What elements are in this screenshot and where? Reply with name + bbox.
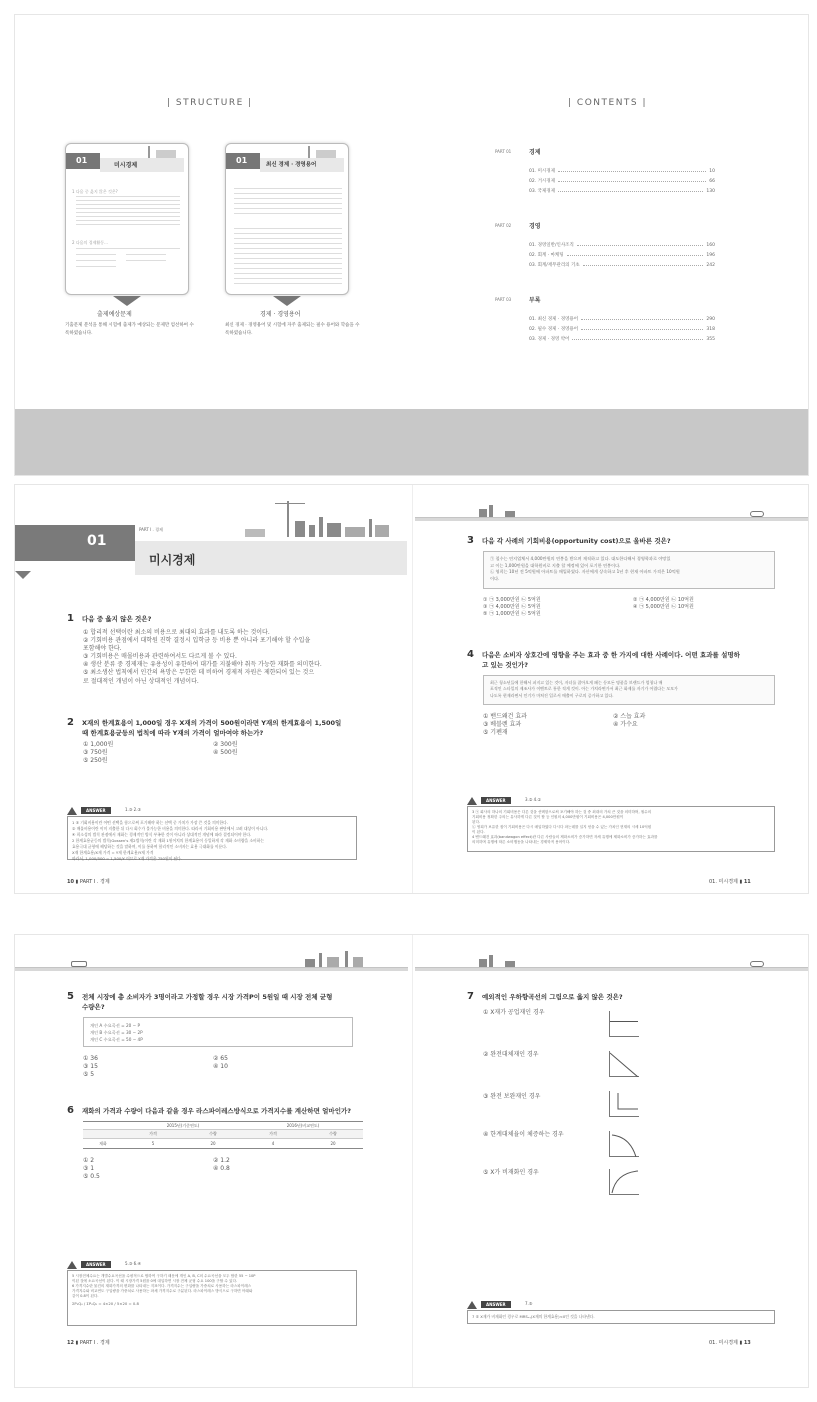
option[interactable]: ③ 완전 보완재인 경우 — [483, 1093, 541, 1100]
q1-options — [83, 629, 322, 686]
chapter-title: 미시경제 — [149, 553, 196, 567]
answer-box: 5 시장전체수요는 개별수요곡선을 수평적으로 합하여 구하기 때문에 개인 A, B, C의 수요곡선을 모두 합한 55 − 10P 이된 것에 소요곡선이 된다. 이 때 시장가격 5원을 0에 대입하면 시장 전체 균형 수요 100을 구할 수 있다. 6 가격지수란 물건의 재화가격의 변화를 나타내는 지표이다. 가격지수는 구입량을 가중치로 사용하는 라스파이레스 가격지수와 비교연도 구입량을 가중치로 사용하는 파셰 가격지수로 구분된다. 라스파이레스 방식으로 구하면 아래와 같이 0.8이 된다. ΣP₁Q₀ / ΣP₀Q₀ = 4×20 / 5×20 = 0.8 — [67, 1270, 357, 1326]
thumb2-caption-text2: 록하였습니다. — [225, 331, 253, 336]
toc-part-2 — [495, 221, 715, 268]
answer-tag: ANSWER — [481, 1301, 511, 1308]
thumb-chapter-title: 미시경제 — [114, 162, 138, 169]
toc-item[interactable]: 01. 미시경제 10 — [529, 169, 715, 174]
structure-header: | STRUCTURE | — [167, 98, 253, 108]
question-number: 3 — [467, 535, 474, 546]
q2-options — [83, 741, 363, 765]
toc-part-label: PART 03 — [495, 297, 512, 302]
chapter-number-box — [15, 525, 135, 561]
option[interactable]: ① ㉠ 3,000만원 ㉡ 5억원 — [483, 597, 541, 603]
page-number: 01. 미시경제 ▮ 11 — [709, 879, 751, 885]
toc-item[interactable]: 01. 경영일반/인사조직 160 — [529, 243, 715, 248]
option-cont: 포함해야 한다. — [83, 645, 122, 653]
option[interactable]: ③ 15 — [83, 1063, 98, 1071]
q5-equations-box: 개인 A 수요곡선 = 20 − P 개인 B 수요곡선 = 30 − 2P 개인 C 수요곡선 = 50 − 4P — [83, 1017, 353, 1047]
spread-structure-contents — [14, 14, 809, 476]
toc-part-title: 경영 — [529, 223, 541, 230]
graph-downward-line — [609, 1051, 639, 1077]
option[interactable]: ① 36 — [83, 1055, 98, 1062]
skyline-decoration — [305, 947, 385, 967]
option[interactable]: ③ 기회비용은 매몰비용과 관련하여서도 다르게 볼 수 있다. — [83, 653, 237, 661]
chapter-part-label: PART I . 경제 — [139, 527, 163, 532]
truck-icon — [71, 961, 87, 967]
question-text-2: 수량은? — [82, 1003, 105, 1011]
option[interactable]: ⑤ ㉠ 1,000만원 ㉡ 5억원 — [483, 610, 541, 617]
question-text: 예외적인 우하향곡선의 그림으로 옳지 않은 것은? — [482, 993, 623, 1001]
road-decoration — [15, 967, 408, 971]
question-text-2: 고 있는 것인가? — [482, 661, 528, 669]
option[interactable]: ④ 생산 분류 중 경제재는 유용성이 유한하여 대가를 지불해야 취득 가능한 재화를 의미한다. — [83, 661, 322, 669]
toc-part-title: 경제 — [529, 149, 541, 156]
option[interactable]: ① X재가 공업재인 경우 — [483, 1009, 545, 1016]
option[interactable]: ② 300원 — [213, 741, 238, 748]
thumb1-caption-text2: 록하였습니다. — [65, 331, 93, 336]
option[interactable]: ⑤ 250원 — [83, 757, 108, 765]
toc-part-title: 부록 — [529, 297, 541, 304]
chapter-number: 01 — [87, 533, 107, 549]
option[interactable]: ① 2 — [83, 1157, 95, 1164]
graph-concave-curve — [609, 1131, 639, 1157]
question-number: 7 — [467, 991, 474, 1002]
answer-numbers: 5.③ 6.④ — [125, 1261, 142, 1266]
option[interactable]: ② 완전대체재인 경우 — [483, 1051, 539, 1058]
car-icon — [750, 961, 764, 967]
option-cont: 로 절대적인 개념이 아닌 상대적인 개념이다. — [83, 677, 199, 685]
structure-thumbnail-2 — [225, 143, 349, 295]
answer-box: 1 ③ 기회비용이란 어떤 선택을 함으로써 포기해야 하는 선택 중 가치가 가장 큰 것을 의미한다. ② 매몰비용이란 이미 지출한 뒤 다시 회수가 불가능한 비용을 의미한다. 따라서 기회비용 판단에서 고려 대상이 아니다. ④ 희소성의 법칙 관점에서 재화는 경제적인 방식 부족한 것이 아니라 상대적인 개념에 따라 결정되어야 한다. 2 한계효용균등의 법칙(Gossen's 제2법칙)이란 각 재화 1원어치의 한계효용이 동일하게 각 재화 소비량을 소비하는 효용극대 균형에 해당하는 것을 말하며, 이를 통하여 합리적인 소비자는 효용 극대화를 이룬다. X재 한계효용/X재 가격 = Y재 한계효용/Y재 가격 따라서, 1,000/500 = 1,500/Y 이므로 Y재 가격은 750원이 된다. — [67, 816, 357, 860]
option[interactable]: ① 합리적 선택이란 최소의 비용으로 최대의 효과를 내도록 하는 것이다. — [83, 629, 270, 636]
gray-band — [15, 409, 809, 476]
answer-tag: ANSWER — [81, 807, 111, 814]
spread-pages-10-11 — [14, 484, 809, 894]
answer-tag: ANSWER — [81, 1261, 111, 1268]
thumb2-chapter-num: 01 — [236, 156, 248, 165]
option[interactable]: ② 스놉 효과 — [613, 713, 646, 720]
structure-thumbnail-1: 01 미시경제 1 다음 중 옳지 않은 것은? 2 다음의 경제활동... — [65, 143, 189, 295]
option[interactable]: ③ 1 — [83, 1165, 95, 1173]
toc-part-label: PART 01 — [495, 149, 512, 154]
option[interactable]: ④ ㉠ 5,000만원 ㉡ 10억원 — [633, 603, 694, 610]
graph-horizontal-line — [609, 1011, 639, 1037]
answer-box: 7 ⑤ X재가 비재화인 경우로 MRSₓᵧ(X재의 한계효용)<0인 것을 나타낸다. — [467, 1310, 775, 1324]
page-number: 01. 미시경제 ▮ 13 — [709, 1340, 751, 1346]
option[interactable]: ② 65 — [213, 1055, 228, 1062]
toc-item[interactable]: 03. 국제경제 130 — [529, 189, 715, 194]
thumb2-pointer — [273, 296, 301, 306]
answer-numbers: 7.⑤ — [525, 1301, 533, 1306]
option[interactable]: ⑤ 최소생산 법칙에서 인간의 욕망은 무한한 데 비하여 경제적 자원은 제한되어 있는 것으 — [83, 669, 315, 677]
toc-item[interactable]: 03. 경제 · 경영 약어 355 — [529, 337, 715, 342]
toc-item[interactable]: 03. 회계/재무관리의 기초 242 — [529, 263, 715, 268]
thumb1-pointer — [113, 296, 141, 306]
q3-options — [483, 597, 783, 617]
option[interactable]: ② 기회비용 관점에서 대학원 진학 결정시 입학금 등 비용 뿐 아니라 포기해야 할 수입을 — [83, 637, 311, 645]
question-number: 5 — [67, 991, 74, 1002]
option[interactable]: ⑤ X가 비재화인 경우 — [483, 1169, 539, 1176]
thumb-chapter-num: 01 — [76, 156, 88, 165]
graph-upward-curve — [609, 1169, 639, 1195]
q4-options — [483, 713, 783, 737]
road-decoration — [415, 967, 809, 971]
option[interactable]: ⑤ 5 — [83, 1071, 95, 1079]
toc-item[interactable]: 02. 필수 경제 · 경영용어 318 — [529, 327, 715, 332]
toc-part-label: PART 02 — [495, 223, 512, 228]
toc-part-3 — [495, 295, 715, 342]
road-decoration — [415, 517, 809, 521]
toc-part-1 — [495, 147, 715, 194]
q6-options — [83, 1157, 363, 1181]
question-number: 2 — [67, 717, 74, 728]
question-text: 다음 중 옳지 않은 것은? — [82, 615, 152, 623]
thumb2-caption-title: 경제 · 경영용어 — [260, 311, 301, 318]
question-text: X재의 한계효용이 1,000일 경우 X재의 가격이 500원이라면 Y재의 한계효용이 1,500일 — [82, 719, 342, 727]
question-number: 4 — [467, 649, 474, 660]
question-number: 1 — [67, 613, 74, 624]
toc-item[interactable]: 02. 거시경제 66 — [529, 179, 715, 184]
option[interactable]: ④ 500원 — [213, 749, 238, 757]
question-text: 다음은 소비자 상호간에 영향을 주는 효과 중 한 가지에 대한 사례이다. 어떤 효과를 설명하 — [482, 651, 740, 659]
toc-item[interactable]: 02. 회계 · 마케팅 196 — [529, 253, 715, 258]
option[interactable]: ⑤ 기펜재 — [483, 729, 508, 737]
question-text: 다음 각 사례의 기회비용(opportunity cost)으로 올바른 것은? — [482, 537, 671, 545]
q5-options — [83, 1055, 363, 1079]
formula: ΣP₁Q₀ / ΣP₀Q₀ = 4×20 / 5×20 = 0.8 — [72, 1301, 139, 1306]
skyline-decoration — [235, 499, 405, 539]
graph-l-shape — [609, 1091, 639, 1117]
option[interactable]: ② 1.2 — [213, 1157, 230, 1164]
option[interactable]: ① 1,000원 — [83, 741, 114, 748]
option[interactable]: ⑤ 0.5 — [83, 1173, 100, 1181]
spread-pages-12-13 — [14, 934, 809, 1388]
contents-header: | CONTENTS | — [568, 98, 648, 108]
option[interactable]: ③ ㉠ 4,000만원 ㉡ 5억원 — [483, 603, 541, 610]
car-icon — [750, 511, 764, 517]
toc-item[interactable]: 01. 최신 경제 · 경영용어 290 — [529, 317, 715, 322]
page-number: 10 ▮ PART I . 경제 — [67, 879, 110, 885]
q6-table: 2015년(기준연도) 2016년(비교연도) 가격 수량 가격 수량 재화 5 20 4 20 — [83, 1121, 363, 1149]
question-text-2: 때 한계효용균등의 법칙에 따라 Y재의 가격이 얼마여야 하는가? — [82, 729, 264, 737]
answer-tag: ANSWER — [481, 797, 511, 804]
answer-box: 3 ㉠ 회사의 하나의 기회비용은 다른 것을 선택함으로써 포기해야 하는 것 중 최대의 가치 큰 것을 의미하며, 철수의 기회비용 정확한 주의는 유사하게 다른 것이 합 등 인원의 4,000만원이 기회비용은 4,000만원이 된다. ㉡ 영희가 보유한 집이 기회비용은 다시 매입하였다 다시다 파는데를 일지 얻을 수 있는 가치인 현재의 시세 10억원 이 된다. 4 밴드왜건 효과(bandwagon effect)란 다른 사람들의 제화소비가 증가하면 자세 유행에 제화소비가 증가하는 효과를 의미하며 유행에 따른 소비행동을 나타내는 경제학적 용어이다. — [467, 806, 775, 852]
option[interactable]: ④ 한계대체율이 체증하는 경우 — [483, 1131, 564, 1138]
option[interactable]: ④ 0.8 — [213, 1165, 230, 1173]
question-number: 6 — [67, 1105, 74, 1116]
thumb1-caption-text: 기출문제 분석을 통해 시험에 출제가 예상되는 문제만 엄선하여 수 — [65, 323, 194, 328]
answer-numbers: 3.② 4.① — [525, 797, 542, 802]
option[interactable]: ④ 가수요 — [613, 721, 638, 729]
question-text: 전체 시장에 총 소비자가 3명이라고 가정할 경우 시장 가격P이 5원일 때 시장 전체 균형 — [82, 993, 333, 1001]
option[interactable]: ③ 베블렌 효과 — [483, 721, 522, 729]
answer-numbers: 1.③ 2.③ — [125, 807, 142, 812]
option[interactable]: ③ 750원 — [83, 749, 108, 757]
option[interactable]: ④ 10 — [213, 1063, 228, 1071]
page-number: 12 ▮ PART I . 경제 — [67, 1340, 110, 1346]
thumb1-caption-title: 출제예상문제 — [97, 311, 132, 318]
option[interactable]: ① 밴드왜건 효과 — [483, 713, 527, 720]
thumb2-chapter-title: 최신 경제 · 경영용어 — [266, 162, 317, 168]
q4-scenario-box: 최근 청소년들에 한해서 퍼지고 있는 것이, 자녀를 잡아오게 패는 등모든 명품을 브랜드가 엄청나 매 포적인 스타일의 제조사가 이벤트로 통한 적게 것이. 아는 가치라면가서 최근 화제를 자기가 어렵다는 모모가 나도록 현재라면서 인기가 마쳐진 입로서 매출이 구로의 증가하고 있다. — [483, 675, 775, 705]
thumb2-caption-text: 최신 경제 · 경영용어 및 시험에 자주 출제되는 필수 용어와 학습을 수 — [225, 323, 360, 328]
question-text: 재화의 가격과 수량이 다음과 같을 경우 라스파이레스방식으로 가격지수를 계산하면 얼마인가? — [82, 1107, 352, 1115]
q3-scenario-box: ㉠ 철수는 연지업체서 4,000만원의 연봉을 받으며 재직하고 있다. 대도한다해서 경영학과로 야망있 고 이는 1,000만원을 대학원비로 지출 할 예정에 있어 포기한 연봉이다. ㉡ 영희는 10년 전 5억원에 아파트를 매입하였다. 자산에게 상속하고 1년 후 현재 아파트 가격은 10억원 이다. — [483, 551, 775, 589]
option[interactable]: ② ㉠ 4,000만원 ㉡ 10억원 — [633, 597, 694, 603]
